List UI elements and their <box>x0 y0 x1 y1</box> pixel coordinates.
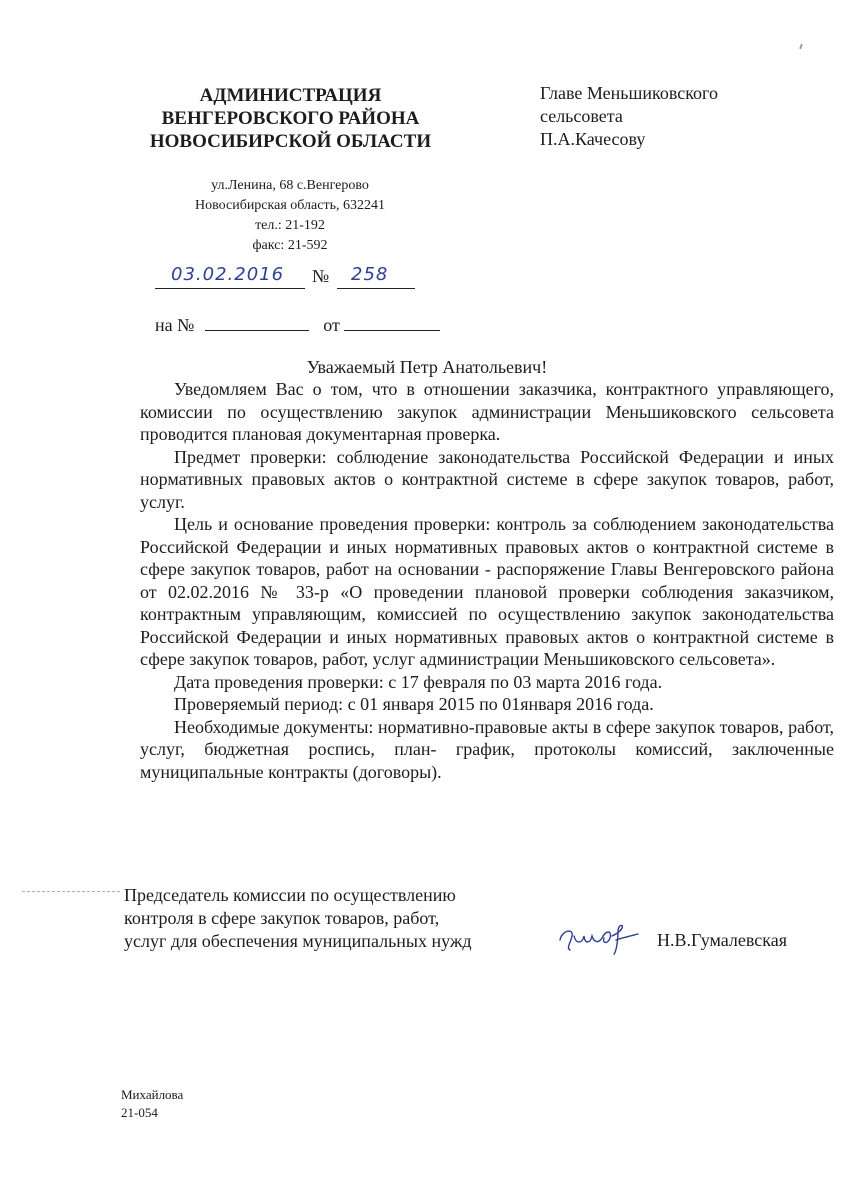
registration-date-field <box>155 264 305 289</box>
reference-number-label: на № <box>155 315 195 335</box>
recipient-block <box>540 82 718 151</box>
signatory-title <box>124 884 472 953</box>
signatory-name: Н.В.Гумалевская <box>657 930 787 950</box>
margin-dashed-line <box>22 891 120 892</box>
body-paragraph: Проверяемый период: с 01 января 2015 по 01января 2016 года. <box>174 694 654 714</box>
executor-info <box>121 1086 183 1122</box>
body-paragraph: Уведомляем Вас о том, что в отношении заказчика, контрактного управляющего, комиссии по осуществлению закупок администрации Меньшиковского сельсовета проводится плановая документарная проверка. <box>140 379 834 444</box>
registration-number-field <box>337 264 415 289</box>
org-name-line: ВЕНГЕРОВСКОГО РАЙОНА <box>161 108 420 129</box>
recipient-line: сельсовета <box>540 106 623 126</box>
address-region: Новосибирская область, 632241 <box>195 198 385 213</box>
body-paragraph: Необходимые документы: нормативно-правовые акты в сфере закупок товаров, работ, услуг, бюджетная роспись, план- график, протоколы комиссий, заключенные муниципальные контракты (договоры). <box>140 716 834 782</box>
address-street: ул.Ленина, 68 с.Венгерово <box>211 178 369 193</box>
org-name-line: АДМИНИСТРАЦИЯ <box>199 85 382 106</box>
recipient-line: П.А.Качесову <box>540 129 646 149</box>
reference-number-blank <box>205 312 309 331</box>
recipient-line: Главе Меньшиковского <box>540 83 718 103</box>
registration-number-label: № <box>312 266 330 286</box>
body-paragraph: Предмет проверки: соблюдение законодательства Российской Федерации и иных нормативных правовых актов о контрактной системе в сфере закупок товаров, работ, услуг. <box>140 446 834 512</box>
signatory-title-line: Председатель комиссии по осуществлению <box>124 885 456 905</box>
handwritten-signature <box>556 918 642 958</box>
registration-number: 258 <box>351 264 389 285</box>
reference-from-label: от <box>323 315 340 335</box>
executor-name: Михайлова <box>121 1087 184 1102</box>
executor-phone: 21-054 <box>121 1105 158 1120</box>
sender-address <box>155 176 425 256</box>
address-phone: тел.: 21-192 <box>255 218 325 233</box>
signatory-title-line: услуг для обеспечения муниципальных нужд <box>124 931 472 951</box>
scan-mark <box>799 44 803 49</box>
org-name-line: НОВОСИБИРСКОЙ ОБЛАСТИ <box>149 131 432 152</box>
sender-organization <box>118 84 463 153</box>
body-paragraph: Дата проведения проверки: с 17 февраля по 03 марта 2016 года. <box>174 671 663 692</box>
greeting: Уважаемый Петр Анатольевич! <box>306 357 548 377</box>
body-paragraph: Цель и основание проведения проверки: контроль за соблюдением законодательства Российской Федерации и иных нормативных правовых актов о контрактной системе в сфере закупок товаров, работ на основании - распоряжение Главы Венгеровского района от 02.02.2016 № 33-р «О проведении плановой проверки соблюдения заказчиком, контрактным управляющим, комиссией по осуществлению закупок законодательства Российской Федерации и иных нормативных правовых актов о контрактной системе в сфере закупок товаров, работ, услуг администрации Меньшиковского сельсовета». <box>140 514 834 669</box>
letter-body <box>140 378 834 783</box>
address-fax: факс: 21-592 <box>252 238 328 253</box>
signatory-title-line: контроля в сфере закупок товаров, работ, <box>124 908 440 928</box>
registration-date: 03.02.2016 <box>171 264 285 285</box>
reference-line <box>155 312 440 337</box>
reference-date-blank <box>344 312 440 331</box>
